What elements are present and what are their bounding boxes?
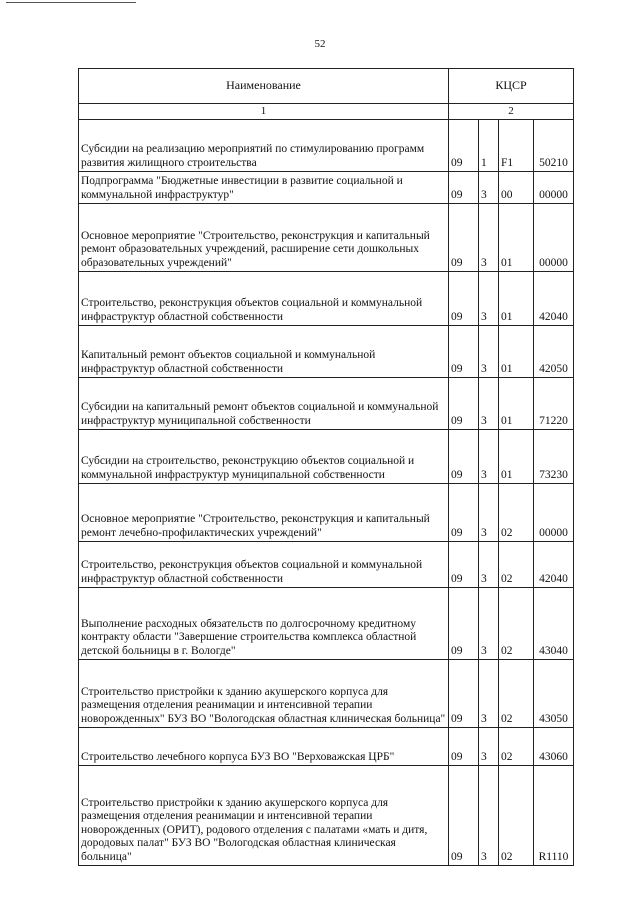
code-segment-4: 42040 <box>534 542 574 588</box>
table-row <box>79 660 574 728</box>
row-name: Субсидии на капитальный ремонт объектов социальной и коммунальной инфраструктур муниципальной собственности <box>79 378 449 430</box>
code-segment-3: 01 <box>499 378 534 430</box>
code-segment-1: 09 <box>449 660 479 728</box>
code-segment-1: 09 <box>449 484 479 542</box>
table-row <box>79 120 574 172</box>
row-name: Субсидии на реализацию мероприятий по стимулированию программ развития жилищного строительства <box>79 120 449 172</box>
code-segment-1: 09 <box>449 120 479 172</box>
code-segment-3: F1 <box>499 120 534 172</box>
table-row <box>79 326 574 378</box>
code-segment-1: 09 <box>449 542 479 588</box>
code-segment-1: 09 <box>449 272 479 326</box>
row-name: Капитальный ремонт объектов социальной и коммунальной инфраструктур областной собственности <box>79 326 449 378</box>
code-segment-4: 00000 <box>534 484 574 542</box>
header-kcsr: КЦСР <box>449 69 574 104</box>
code-segment-1: 09 <box>449 172 479 204</box>
row-name: Строительство лечебного корпуса БУЗ ВО "Верховажская ЦРБ" <box>79 728 449 766</box>
table-row <box>79 588 574 660</box>
code-segment-3: 02 <box>499 542 534 588</box>
table-row <box>79 272 574 326</box>
row-name: Основное мероприятие "Строительство, реконструкция и капитальный ремонт лечебно-профилактических учреждений" <box>79 484 449 542</box>
code-segment-2: 3 <box>479 660 499 728</box>
header-name: Наименование <box>79 69 449 104</box>
code-segment-4: 71220 <box>534 378 574 430</box>
code-segment-4: 42040 <box>534 272 574 326</box>
code-segment-3: 00 <box>499 172 534 204</box>
code-segment-2: 3 <box>479 272 499 326</box>
table-row <box>79 430 574 484</box>
table-row <box>79 204 574 272</box>
code-segment-4: 43060 <box>534 728 574 766</box>
code-segment-1: 09 <box>449 728 479 766</box>
code-segment-3: 01 <box>499 326 534 378</box>
page-number: 52 <box>314 38 326 50</box>
code-segment-1: 09 <box>449 326 479 378</box>
column-number-row <box>79 104 574 120</box>
code-segment-1: 09 <box>449 766 479 866</box>
scan-artifact-line <box>6 2 136 3</box>
code-segment-2: 3 <box>479 766 499 866</box>
row-name: Субсидии на строительство, реконструкцию объектов социальной и коммунальной инфраструктур муниципальной собственности <box>79 430 449 484</box>
code-segment-3: 01 <box>499 430 534 484</box>
code-segment-3: 02 <box>499 660 534 728</box>
row-name: Выполнение расходных обязательств по долгосрочному кредитному контракту области "Завершение строительства комплекса областной детской больницы в г. Вологде" <box>79 588 449 660</box>
code-segment-2: 3 <box>479 728 499 766</box>
code-segment-2: 3 <box>479 542 499 588</box>
table-row <box>79 378 574 430</box>
code-segment-4: 43050 <box>534 660 574 728</box>
row-name: Строительство пристройки к зданию акушерского корпуса для размещения отделения реанимации и интенсивной терапии новорожденных (ОРИТ), родового отделения с палатами «мать и дитя, дородовых палат" БУЗ ВО "Вологодская областная клиническая больница" <box>79 766 449 866</box>
row-name: Строительство, реконструкция объектов социальной и коммунальной инфраструктур областной собственности <box>79 272 449 326</box>
code-segment-3: 02 <box>499 728 534 766</box>
code-segment-2: 1 <box>479 120 499 172</box>
table-row <box>79 728 574 766</box>
code-segment-1: 09 <box>449 378 479 430</box>
code-segment-2: 3 <box>479 430 499 484</box>
code-segment-4: 00000 <box>534 204 574 272</box>
kcsr-table <box>78 68 574 866</box>
code-segment-4: 43040 <box>534 588 574 660</box>
table-header-row <box>79 69 574 104</box>
code-segment-1: 09 <box>449 204 479 272</box>
code-segment-3: 02 <box>499 766 534 866</box>
code-segment-2: 3 <box>479 484 499 542</box>
code-segment-3: 01 <box>499 204 534 272</box>
code-segment-4: 50210 <box>534 120 574 172</box>
code-segment-1: 09 <box>449 588 479 660</box>
code-segment-4: R1110 <box>534 766 574 866</box>
table-row <box>79 172 574 204</box>
code-segment-2: 3 <box>479 378 499 430</box>
code-segment-1: 09 <box>449 430 479 484</box>
code-segment-4: 73230 <box>534 430 574 484</box>
code-segment-2: 3 <box>479 588 499 660</box>
row-name: Подпрограмма "Бюджетные инвестиции в развитие социальной и коммунальной инфраструктур" <box>79 172 449 204</box>
table-row <box>79 766 574 866</box>
code-segment-3: 02 <box>499 588 534 660</box>
code-segment-4: 00000 <box>534 172 574 204</box>
column-number-kcsr: 2 <box>449 104 574 120</box>
code-segment-2: 3 <box>479 172 499 204</box>
code-segment-2: 3 <box>479 204 499 272</box>
code-segment-3: 02 <box>499 484 534 542</box>
row-name: Основное мероприятие "Строительство, реконструкция и капитальный ремонт образовательных учреждений, расширение сети дошкольных образовательных учреждений" <box>79 204 449 272</box>
row-name: Строительство, реконструкция объектов социальной и коммунальной инфраструктур областной собственности <box>79 542 449 588</box>
table-row <box>79 484 574 542</box>
row-name: Строительство пристройки к зданию акушерского корпуса для размещения отделения реанимации и интенсивной терапии новорожденных" БУЗ ВО "Вологодская областная клиническая больница" <box>79 660 449 728</box>
code-segment-4: 42050 <box>534 326 574 378</box>
table-row <box>79 542 574 588</box>
code-segment-2: 3 <box>479 326 499 378</box>
column-number-name: 1 <box>79 104 449 120</box>
code-segment-3: 01 <box>499 272 534 326</box>
